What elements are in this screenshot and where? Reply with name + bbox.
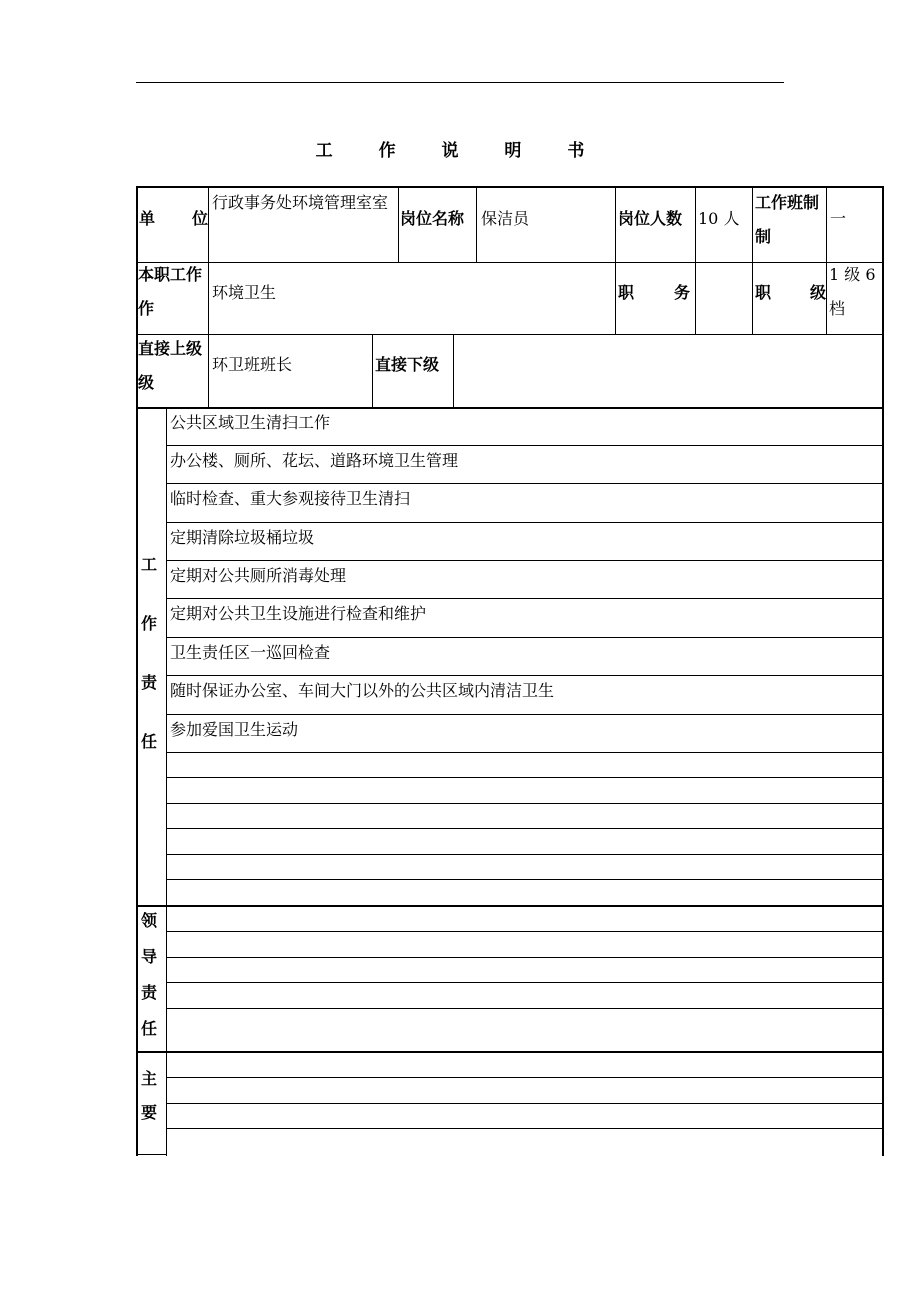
header-rule xyxy=(136,82,784,83)
list-item: 定期对公共厕所消毒处理 xyxy=(170,566,347,585)
job-description-table: 单 位 行政事务处环境管理室室 岗位名称 保洁员 岗位人数 10 人 工作班制 制 一 本职工作 作 环境卫生 职 务 职 级 1 级 6 档 直接上级 级 环卫班班长 直接下级 工 作 责 任 公共区域卫生清扫工作 办公楼、厕所、花坛、道路环境卫生管理 临时检查、重大参观接待卫生清扫 定期清除垃圾桶垃圾 定期对公共厕所消毒处理 定期对公共卫生设施进行检查和维护 卫生责任区一巡回检查 随时保证办公室、车间大门以外的公共区域内清洁卫生 参加爱国卫生运动 领 导 责 任 主 要 xyxy=(136,186,884,1156)
duty-label: 职 xyxy=(618,283,635,302)
main-work-label: 本职工作 xyxy=(138,265,203,284)
headcount-value: 10 人 xyxy=(698,209,740,228)
shift-value: 一 xyxy=(830,209,847,228)
leadership-label: 领 导 责 任 xyxy=(140,911,157,1038)
list-item: 卫生责任区一巡回检查 xyxy=(170,643,331,662)
main-work-value: 环境卫生 xyxy=(212,283,277,302)
list-item: 随时保证办公室、车间大门以外的公共区域内清洁卫生 xyxy=(170,681,555,700)
superior-label: 直接上级 xyxy=(138,339,203,358)
list-item: 参加爱国卫生运动 xyxy=(170,720,299,739)
unit-label: 单 xyxy=(139,209,156,228)
grade-label: 职 xyxy=(755,283,772,302)
superior-value: 环卫班班长 xyxy=(212,355,293,374)
shift-label: 工作班制 xyxy=(755,193,820,212)
page-title: 工 作 说 明 书 xyxy=(315,141,605,161)
list-item: 公共区域卫生清扫工作 xyxy=(170,413,331,432)
list-item: 办公楼、厕所、花坛、道路环境卫生管理 xyxy=(170,451,459,470)
responsibility-label: 工 作 责 任 xyxy=(140,555,157,751)
grade-value: 1 级 6 档 xyxy=(829,265,876,318)
unit-value: 行政事务处环境管理室室 xyxy=(212,193,389,212)
subordinate-label: 直接下级 xyxy=(375,355,440,374)
main-section-label: 主 要 xyxy=(140,1069,157,1122)
list-item: 定期对公共卫生设施进行检查和维护 xyxy=(170,604,427,623)
position-name-value: 保洁员 xyxy=(481,209,530,228)
list-item: 定期清除垃圾桶垃圾 xyxy=(170,528,315,547)
headcount-label: 岗位人数 xyxy=(618,209,683,228)
position-name-label: 岗位名称 xyxy=(400,209,465,228)
list-item: 临时检查、重大参观接待卫生清扫 xyxy=(170,489,411,508)
